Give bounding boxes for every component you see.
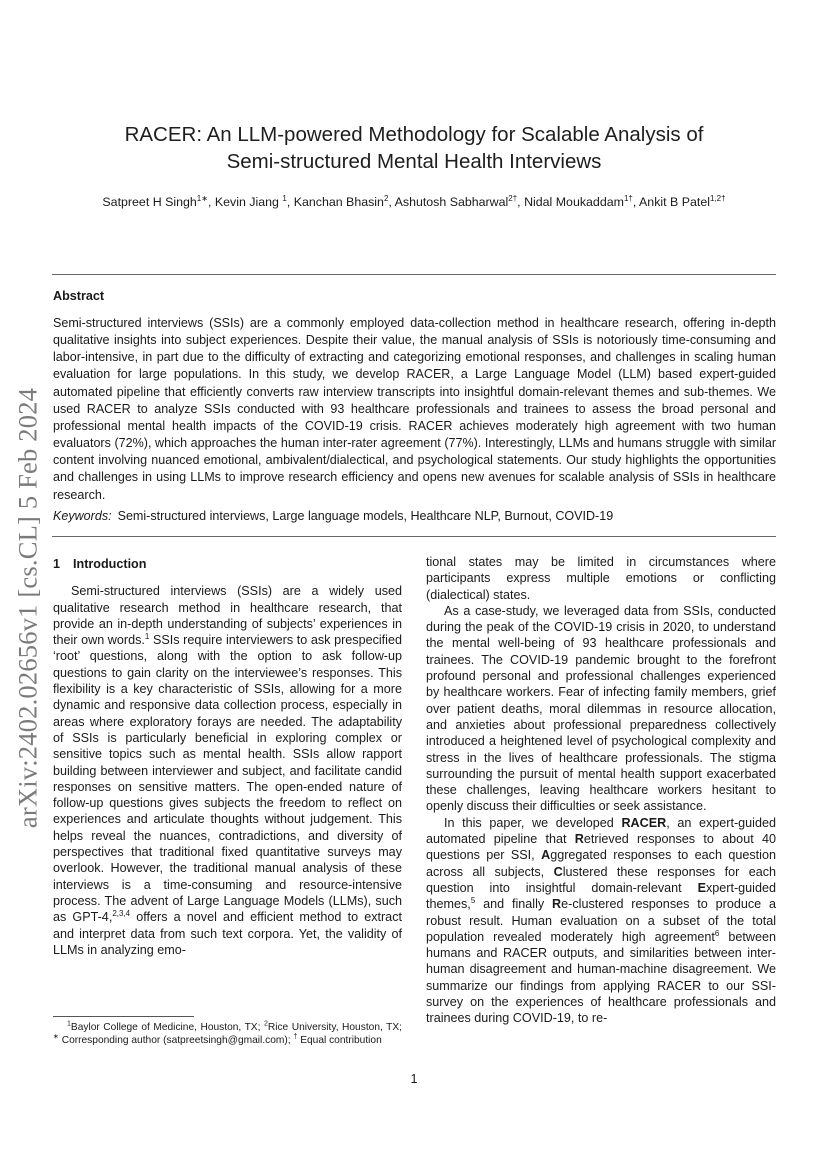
paragraph-text: In this paper, we developed	[444, 815, 622, 830]
section-number: 1	[53, 557, 61, 571]
paper-title	[60, 121, 768, 175]
footnote-text: Baylor College of Medicine, Houston, TX;	[70, 1022, 264, 1033]
bold-text: E	[697, 880, 706, 895]
affiliation-footnote	[53, 1021, 402, 1048]
page-number: 1	[410, 1072, 418, 1086]
citation-superscript: 2,3,4	[112, 909, 131, 919]
citation-superscript: 5	[470, 896, 476, 906]
author: Kevin Jiang	[214, 195, 279, 209]
footnote-rule	[53, 1016, 194, 1017]
paragraph-text: , an expert-guided automated pipeline that	[426, 815, 776, 847]
paragraph-text: SSIs require interviewers to ask prespecified ‘root’ questions, along with the option to ask follow-up questions to gain clarity on the interviewee’s responses. This flexibility is a key characteristic of SSIs, allowing for a more dynamic and responsive data collection process, especially in areas where exploratory forays are needed. The adaptability of SSIs is particularly beneficial in exploring complex or sensitive topics such as mental health. SSIs allow rapport building between interviewer and subject, and facilitate candid responses on sensitive matters. The open-ended nature of follow-up questions gives subjects the freedom to reflect on experiences and articulate thoughts without judgement. This helps reveal the nuances, contradictions, and diversity of perspectives that traditional fixed quantitative surveys may overlook. However, the traditional manual analysis of these interviews is a time-consuming and resource-intensive process. The advent of Large Language Models (LLMs), such as GPT-4,	[53, 633, 402, 925]
bold-text: R	[574, 832, 584, 847]
keywords-line	[53, 508, 613, 525]
abstract-bottom-rule	[52, 536, 776, 537]
paragraph-text: offers a novel and efficient method to extract and interpret data from such text corpora. Yet, the validity of LLMs in analyzing emo-	[53, 910, 402, 957]
paragraph-text: etrieved responses to about 40 questions per SSI,	[426, 832, 776, 863]
author-affiliation-mark: 1†	[623, 193, 633, 203]
intro-paragraph-1-part-b	[426, 554, 776, 603]
intro-paragraph-1-part-a	[53, 583, 402, 958]
left-column	[53, 554, 402, 958]
intro-paragraph-3	[426, 815, 776, 1027]
footnote-text: Rice University, Houston, TX;	[267, 1022, 402, 1033]
paragraph-text: lustered these responses for each question into insightful domain-relevant	[426, 864, 777, 895]
author-affiliation-mark: 1	[282, 193, 287, 203]
abstract-top-rule	[52, 274, 776, 275]
paragraph-text: As a case-study, we leveraged data from SSIs, conducted during the peak of the COVID-19 crisis in 2020, to understand the mental well-being of 93 healthcare professionals and trainees. The COVID-19 pandemic brought to the forefront profound personal and professional challenges experienced by healthcare workers. Fear of infecting family members, grief over patient deaths, moral dilemmas in resource allocation, and anxieties about professional preparedness collectively introduced a heightened level of psychological complexity and stress in the lives of healthcare professionals. The stigma surrounding the pursuit of mental health support exacerbated these challenges, leaving healthcare workers hesitant to openly discuss their difficulties or seek assistance.	[426, 603, 776, 814]
footnote-mark: ∗	[53, 1033, 59, 1041]
intro-paragraph-1-text	[53, 583, 402, 958]
author: Ankit B Patel	[639, 195, 710, 209]
author: Ashutosh Sabharwal	[394, 195, 509, 209]
footnote-mark: 1	[67, 1020, 71, 1028]
paragraph-text: between humans and RACER outputs, and similarities between inter-human disagreement and human-machine disagreement. We summarize our findings from applying RACER to our SSI-survey on the experiences of healthcare professionals and trainees during COVID-19, to re-	[426, 929, 776, 1026]
arxiv-identifier-stamp: arXiv:2402.02656v1 [cs.CL] 5 Feb 2024	[12, 387, 43, 829]
bold-text: RACER	[621, 815, 667, 830]
author: Satpreet H Singh	[102, 195, 197, 209]
intro-paragraph-1-continued	[426, 554, 776, 603]
paper-title-line-2: Semi-structured Mental Health Interviews	[226, 150, 602, 173]
paragraph-text: e-clustered responses to produce a robust result. Human evaluation on a subset of the total population revealed moderately high agreement	[426, 897, 776, 944]
section-title: Introduction	[73, 557, 147, 571]
author-affiliation-mark: 2†	[508, 193, 518, 203]
author-affiliation-mark: 1,2†	[710, 193, 726, 203]
abstract-text: Semi-structured interviews (SSIs) are a commonly employed data-collection method in healthcare research, offering in-depth qualitative insights into subject experiences. Despite their value, the manual analysis of SSIs is notoriously time-consuming and labor-intensive, in part due to the difficulty of extracting and categorizing emotional responses, and challenges in scaling human evaluation for large populations. In this study, we develop RACER, a Large Language Model (LLM) based expert-guided automated pipeline that efficiently converts raw interview transcripts into insightful domain-relevant themes and sub-themes. We used RACER to analyze SSIs conducted with 93 healthcare professionals and trainees to assess the broad personal and professional mental health impacts of the COVID-19 crisis. RACER achieves moderately high agreement with two human evaluators (72%), which approaches the human inter-rater agreement (77%). Interestingly, LLMs and humans struggle with similar content involving nuanced emotional, ambivalent/dialectical, and psychological statements. Our study highlights the opportunities and challenges in using LLMs to improve research efficiency and opens new avenues for scalable analysis of SSIs in healthcare research.	[53, 316, 776, 502]
paragraph-text: Semi-structured interviews (SSIs) are a widely used qualitative research method in healthcare research, that provide an in-depth understanding of subjects’ experiences in their own words.	[53, 584, 402, 648]
footnote-mark: 2	[263, 1020, 268, 1028]
keywords-text: Semi-structured interviews, Large language models, Healthcare NLP, Burnout, COVID-19	[117, 509, 614, 523]
footnote-mark: †	[293, 1033, 298, 1041]
paragraph-text: xpert-guided themes,	[426, 880, 776, 912]
paragraph-text: and finally	[475, 897, 553, 912]
right-column	[426, 554, 776, 1027]
paragraph-text: tional states may be limited in circumstances where participants express multiple emotions or conflicting (dialectical) states.	[426, 555, 776, 602]
keywords-label: Keywords:	[53, 509, 112, 523]
abstract-heading: Abstract	[53, 289, 105, 303]
bold-text: C	[553, 864, 563, 879]
author: Nidal Moukaddam	[524, 195, 624, 209]
intro-paragraph-2-text	[426, 603, 776, 815]
author-list: Satpreet H Singh$^{1∗}$, Kevin Jiang $^1$, Kanchan Bhasin$^2$, Ashutosh Sabharwal$^{2\dagger}$, Nidal Moukaddam$^{1\dagger}$, Ankit B Patel$^{1,2\dagger}$	[102, 193, 726, 209]
citation-superscript: 6	[714, 928, 720, 938]
intro-paragraph-2	[426, 603, 776, 815]
section-heading-introduction	[53, 556, 402, 572]
bold-text: R	[552, 897, 562, 912]
bold-text: A	[541, 848, 551, 863]
author-affiliation-mark: 2	[383, 193, 389, 203]
citation-superscript: 1	[144, 632, 150, 641]
paragraph-text: ggregated responses to each question across all subjects,	[426, 848, 776, 879]
footnote-text: Equal contribution	[297, 1035, 382, 1047]
author-affiliation-mark: 1∗	[196, 193, 208, 203]
author: Kanchan Bhasin	[293, 195, 384, 209]
footnote-text: Corresponding author (satpreetsingh@gmail.com);	[58, 1035, 294, 1047]
intro-paragraph-3-text	[426, 815, 776, 1027]
paper-title-line-1: RACER: An LLM-powered Methodology for Scalable Analysis of	[124, 123, 704, 146]
